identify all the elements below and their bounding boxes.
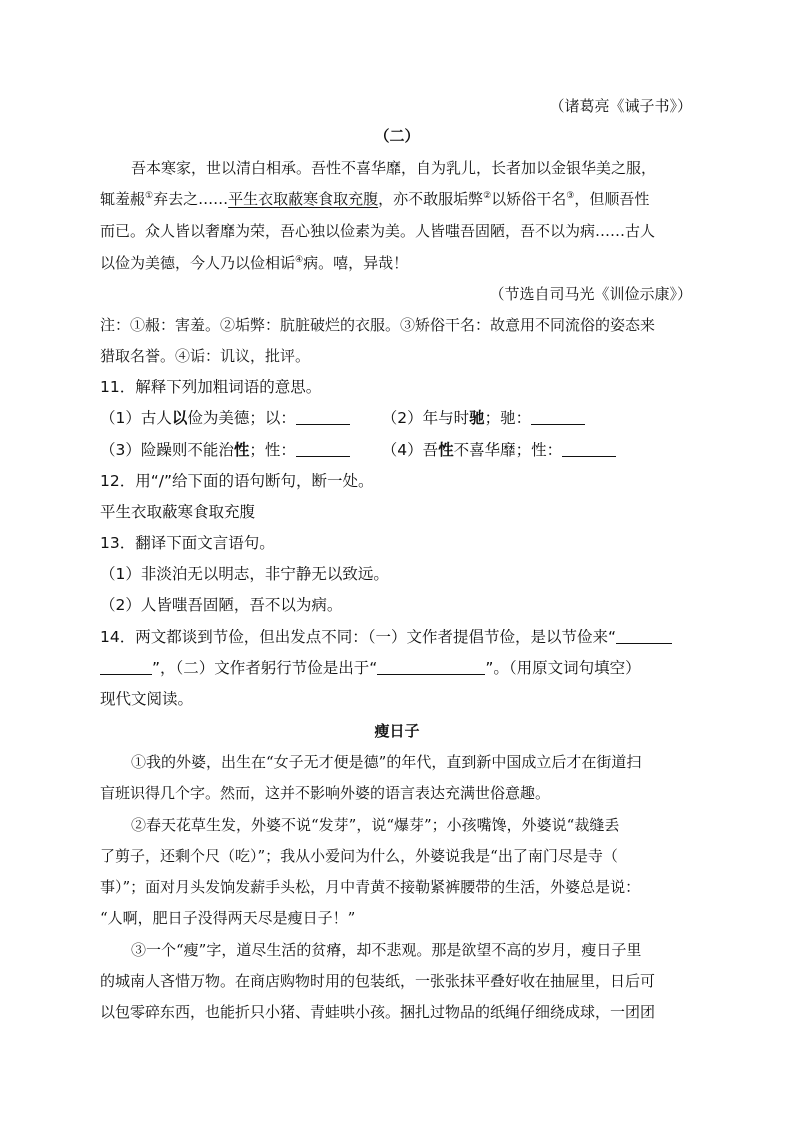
passage-2-line-4 <box>100 253 700 273</box>
question-text: 14．两文都谈到节俭，但出发点不同：（一）文作者提倡节俭，是以节俭来“ <box>100 628 617 646</box>
q11-item-1 <box>100 409 350 427</box>
answer-blank[interactable] <box>377 659 485 675</box>
item-text: 不喜华靡；性： <box>453 441 563 459</box>
question-text: ”。（用原文词句填空） <box>485 659 641 677</box>
bold-word: 以 <box>171 409 188 427</box>
passage-text: ，亦不敢服垢弊 <box>378 190 484 208</box>
modern-reading-label: 现代文阅读。 <box>100 690 194 708</box>
bold-word: 驰 <box>469 409 485 427</box>
article-p3-line-1: ③一个“瘦”字，道尽生活的贫瘠，却不悲观。那是欲望不高的岁月，瘦日子里 <box>131 941 642 959</box>
q11-item-3 <box>100 441 350 459</box>
article-p2-line-2: 了剪子，还剩个尺（吃）”；我从小爱问为什么，外婆说我是“出了南门尽是寺（ <box>100 847 618 865</box>
question-13-sentence-2: （2）人皆嗤吾固陋，吾不以为病。 <box>100 596 343 614</box>
question-13-stem: 13．翻译下面文言语句。 <box>100 534 275 552</box>
article-p2-line-3: 事）”；面对月头发饷发薪手头松，月中青黄不接勒紧裤腰带的生活，外婆总是说： <box>100 878 641 896</box>
question-12-sentence: 平生衣取蔽寒食取充腹 <box>100 503 256 521</box>
item-text: （2）年与时 <box>381 409 470 427</box>
notes-line-1: 注：①赧：害羞。②垢弊：肮脏破烂的衣服。③矫俗干名：故意用不同流俗的姿态来 <box>100 316 656 334</box>
article-p3-line-3: 以包零碎东西，也能折只小猪、青蛙哄小孩。捆扎过物品的纸绳仔细绕成球，一团团 <box>100 1003 656 1021</box>
source-citation-2: （节选自司马光《训俭示康》） <box>489 285 692 303</box>
q11-item-2 <box>382 409 585 427</box>
question-14-line-1 <box>100 627 700 647</box>
question-12-stem: 12．用“/”给下面的语句断句，断一处。 <box>100 472 374 490</box>
passage-2-line-1: 吾本寒家，世以清白相承。吾性不喜华靡，自为乳儿，长者加以金银华美之服， <box>131 159 657 177</box>
question-text: ”，（二）文作者躬行节俭是出于“ <box>152 659 378 677</box>
notes-line-2: 猎取名誉。④诟：讥议，批评。 <box>100 347 311 365</box>
passage-2-line-3: 而已。众人皆以奢靡为荣，吾心独以俭素为美。人皆嗤吾固陋，吾不以为病……古人 <box>100 222 656 240</box>
answer-blank[interactable] <box>531 409 585 425</box>
underlined-sentence: 平生衣取蔽寒食取充腹 <box>228 190 379 208</box>
passage-text: 以矫俗干名 <box>491 190 567 208</box>
answer-blank[interactable] <box>296 441 350 457</box>
article-p3-line-2: 的城南人吝惜万物。在商店购物时用的包装纸，一张张抹平叠好收在抽屉里，日后可 <box>100 972 656 990</box>
footnote-marker-4: ④ <box>295 255 304 265</box>
answer-blank[interactable] <box>616 628 672 644</box>
item-text: 俭为美德；以： <box>187 409 296 427</box>
bold-word: 性 <box>438 441 454 459</box>
answer-blank[interactable] <box>562 441 616 457</box>
article-p1-line-2: 盲班识得几个字。然而，这并不影响外婆的语言表达充满世俗意趣。 <box>100 784 551 802</box>
answer-blank[interactable] <box>100 659 152 675</box>
question-13-sentence-1: （1）非淡泊无以明志，非宁静无以致远。 <box>100 565 389 583</box>
item-text: ；性： <box>249 441 296 459</box>
footnote-marker-1: ① <box>145 191 154 201</box>
item-text: （1）古人 <box>100 409 172 427</box>
section-2-heading: （二） <box>374 127 420 145</box>
item-text: （3）险躁则不能治 <box>100 441 234 459</box>
article-p2-line-1: ②春天花草生发，外婆不说“发芽”，说“爆芽”；小孩嘴馋，外婆说“裁缝丢 <box>131 816 620 834</box>
question-14-line-2 <box>100 658 700 678</box>
question-11-stem: 11．解释下列加粗词语的意思。 <box>100 378 322 396</box>
bold-word: 性 <box>233 441 250 459</box>
passage-2-line-2 <box>100 189 700 209</box>
passage-text: 弃去之…… <box>153 190 229 208</box>
footnote-marker-2: ② <box>483 191 492 201</box>
passage-text: ，但顺吾性 <box>574 190 650 208</box>
item-text: （4）吾 <box>381 441 439 459</box>
article-title: 瘦日子 <box>374 722 420 740</box>
footnote-marker-3: ③ <box>566 191 575 201</box>
q11-item-4 <box>382 441 616 459</box>
answer-blank[interactable] <box>296 409 350 425</box>
article-p1-line-1: ①我的外婆，出生在“女子无才便是德”的年代，直到新中国成立后才在街道扫 <box>131 753 642 771</box>
source-citation-1: （诸葛亮《诫子书》） <box>549 97 692 115</box>
article-p2-line-4: “人啊，肥日子没得两天尽是瘦日子！” <box>100 909 356 927</box>
item-text: ；驰： <box>484 409 532 427</box>
passage-text: 病。嘻，异哉！ <box>303 254 409 272</box>
passage-text: 辄羞赧 <box>100 190 146 208</box>
passage-text: 以俭为美德，今人乃以俭相诟 <box>100 254 296 272</box>
question-11-row-2 <box>100 440 700 460</box>
question-11-row-1 <box>100 408 700 428</box>
